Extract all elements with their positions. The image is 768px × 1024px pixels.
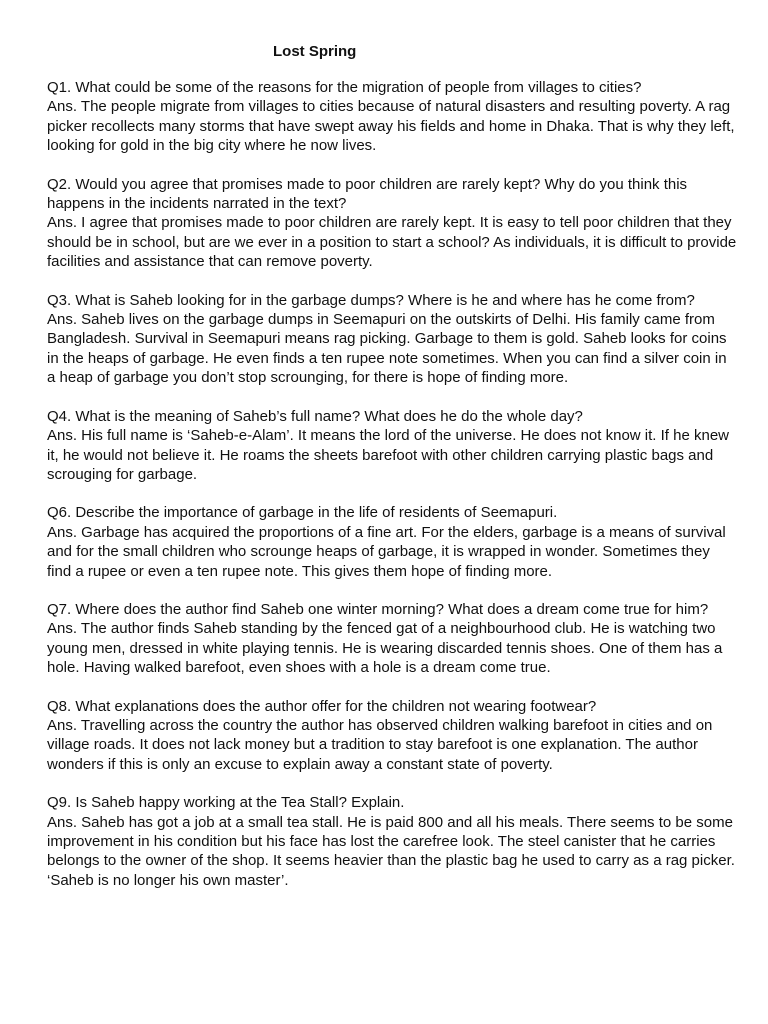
answer-text: Ans. The people migrate from villages to cities because of natural disasters and resulting poverty. A rag picker recollects many storms that have swept away his fields and home in Dhaka. That is why they left, looking for gold in the big city where he now lives. xyxy=(47,98,735,155)
answer-text: Ans. Travelling across the country the author has observed children walking barefoot in cities and on village roads. It does not lack money but a tradition to stay barefoot is one explanation. The author wonders if this is only an excuse to explain away a constant state of poverty. xyxy=(47,716,713,773)
qa-item-q9 xyxy=(47,793,737,890)
answer-text: Ans. Saheb lives on the garbage dumps in Seemapuri on the outskirts of Delhi. His family came from Bangladesh. Survival in Seemapuri means rag picking. Garbage to them is gold. Saheb looks for coins in the heaps of garbage. He even finds a ten rupee note sometimes. When you can find a silver coin in a heap of garbage you don’t stop scrounging, for there is hope of finding more. xyxy=(47,311,727,387)
question-text: Q8. What explanations does the author offer for the children not wearing footwear? xyxy=(47,697,597,715)
question-text: Q4. What is the meaning of Saheb’s full name? What does he do the whole day? xyxy=(47,407,583,425)
question-text: Q2. Would you agree that promises made to poor children are rarely kept? Why do you think this happens in the incidents narrated in the text? xyxy=(47,175,688,213)
qa-item-q6 xyxy=(47,503,737,581)
qa-item-q7 xyxy=(47,600,737,678)
qa-item-q1 xyxy=(47,78,737,156)
question-text: Q1. What could be some of the reasons for the migration of people from villages to cities? xyxy=(47,79,642,96)
question-text: Q9. Is Saheb happy working at the Tea Stall? Explain. xyxy=(47,794,405,812)
qa-item-q3 xyxy=(47,291,737,388)
qa-item-q8 xyxy=(47,697,737,775)
answer-text: Ans. His full name is ‘Saheb-e-Alam’. It means the lord of the universe. He does not know it. If he knew it, he would not believe it. He roams the sheets barefoot with other children carrying plastic bags and scrouging for garbage. xyxy=(47,427,729,483)
answer-text: Ans. Saheb has got a job at a small tea stall. He is paid 800 and all his meals. There seems to be some improvement in his condition but his face has lost the carefree look. The steel canister that he carries belongs to the owner of the shop. It seems heavier than the plastic bag he used to carry as a rag picker. ‘Saheb is no longer his own master’. xyxy=(47,813,735,889)
question-text: Q7. Where does the author find Saheb one winter morning? What does a dream come true for him? xyxy=(47,600,709,618)
answer-text: Ans. Garbage has acquired the proportions of a fine art. For the elders, garbage is a means of survival and for the small children who scrounge heaps of garbage, it is wrapped in wonder. Sometimes they find a rupee or even a ten rupee note. This gives them hope of finding more. xyxy=(47,523,726,580)
qa-item-q2 xyxy=(47,175,737,272)
answer-text: Ans. I agree that promises made to poor children are rarely kept. It is easy to tell poor children that they should be in school, but are we ever in a position to start a school? As individuals, it is difficult to provide facilities and assistance that can remove poverty. xyxy=(47,214,737,271)
qa-item-q4 xyxy=(47,407,737,485)
answer-text: Ans. The author finds Saheb standing by the fenced gat of a neighbourhood club. He is watching two young men, dressed in white playing tennis. He is wearing discarded tennis shoes. One of them has a hole. Having walked barefoot, even shoes with a hole is a dream come true. xyxy=(47,620,723,677)
question-text: Q3. What is Saheb looking for in the garbage dumps? Where is he and where has he come from? xyxy=(47,291,695,309)
document-page xyxy=(47,42,737,909)
document-title: Lost Spring xyxy=(273,43,357,60)
question-text: Q6. Describe the importance of garbage in the life of residents of Seemapuri. xyxy=(47,504,558,522)
